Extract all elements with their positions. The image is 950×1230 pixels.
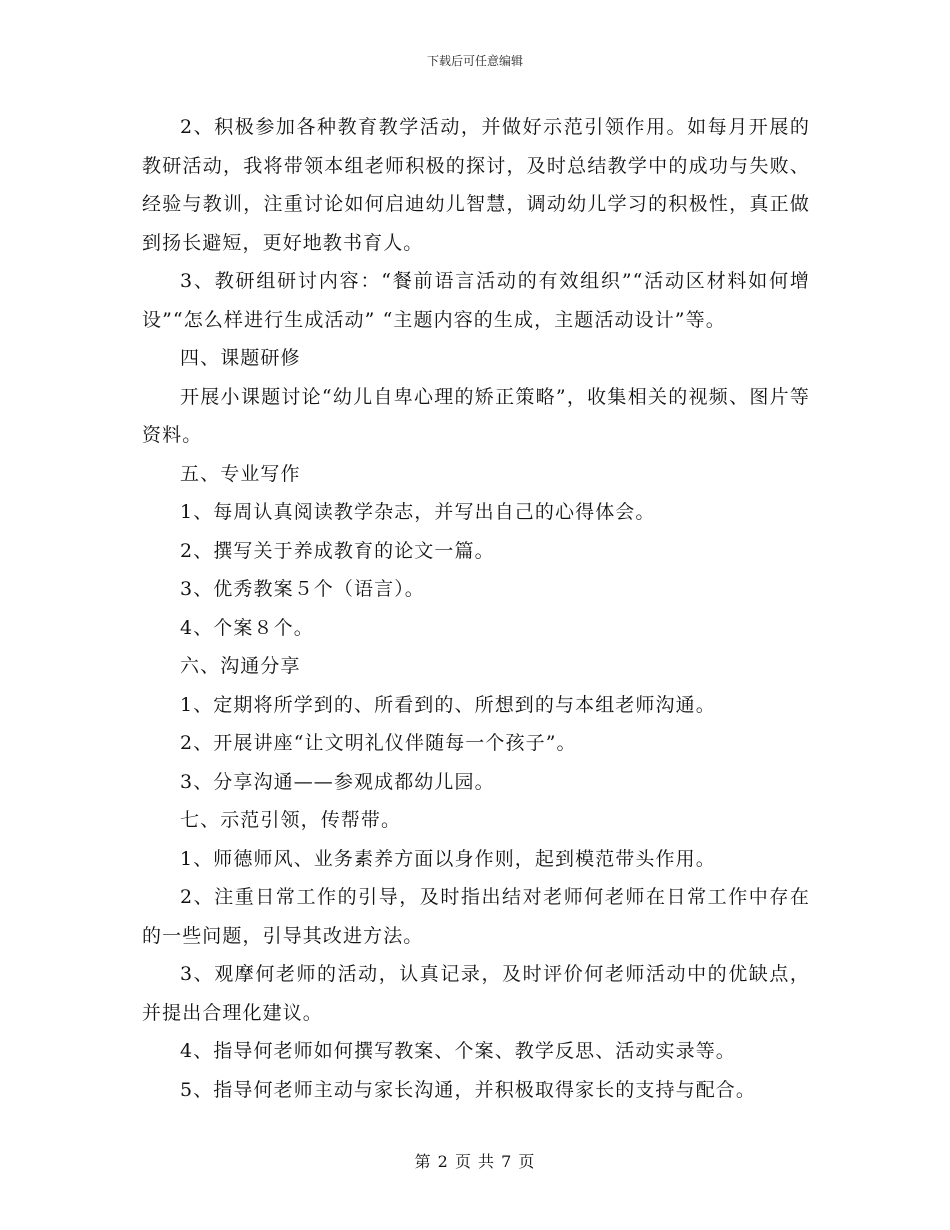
paragraph: 2、积极参加各种教育教学活动，并做好示范引领作用。如每月开展的教研活动，我将带领本组老师积极的探讨，及时总结教学中的成功与失败、经验与教训，注重讨论如何启迪幼儿智慧，调动幼儿学习的积极性，真正做到扬长避短，更好地教书育人。 [142, 116, 810, 254]
page-header-note: 下载后可任意编辑 [426, 54, 523, 68]
paragraph: 3、教研组研讨内容：“餐前语言活动的有效组织”“活动区材料如何增设”“怎么样进行生成活动” “主题内容的生成，主题活动设计”等。 [142, 270, 810, 331]
list-item: 2、注重日常工作的引导，及时指出结对老师何老师在日常工作中存在的一些问题，引导其改进方法。 [142, 886, 810, 947]
section-heading: 五、专业写作 [180, 462, 301, 485]
page-number: 第 2 页 共 7 页 [414, 1152, 536, 1171]
list-item: 2、撰写关于养成教育的论文一篇。 [180, 539, 495, 562]
section-heading: 六、沟通分享 [180, 655, 301, 677]
document-body [142, 108, 810, 1109]
list-item: 2、开展讲座“让文明礼仪伴随每一个孩子”。 [180, 732, 577, 754]
list-item: 3、分享沟通——参观成都幼儿园。 [180, 770, 495, 793]
list-item: 4、个案８个。 [180, 616, 314, 639]
list-item: 4、指导何老师如何撰写教案、个案、教学反思、活动实录等。 [180, 1040, 736, 1062]
list-item: 5、指导何老师主动与家长沟通，并积极取得家长的支持与配合。 [180, 1078, 756, 1101]
list-item: 3、优秀教案５个（语言）。 [180, 578, 425, 600]
list-item: 1、每周认真阅读教学杂志，并写出自己的心得体会。 [180, 501, 656, 523]
list-item: 1、定期将所学到的、所看到的、所想到的与本组老师沟通。 [180, 693, 716, 716]
section-heading: 四、课题研修 [180, 347, 301, 369]
paragraph: 开展小课题讨论“幼儿自卑心理的矫正策略”，收集相关的视频、图片等资料。 [142, 385, 810, 446]
list-item: 3、观摩何老师的活动，认真记录，及时评价何老师活动中的优缺点，并提出合理化建议。 [142, 963, 810, 1024]
list-item: 1、师德师风、业务素养方面以身作则，起到模范带头作用。 [180, 847, 716, 870]
section-heading: 七、示范引领，传帮带。 [180, 809, 402, 831]
